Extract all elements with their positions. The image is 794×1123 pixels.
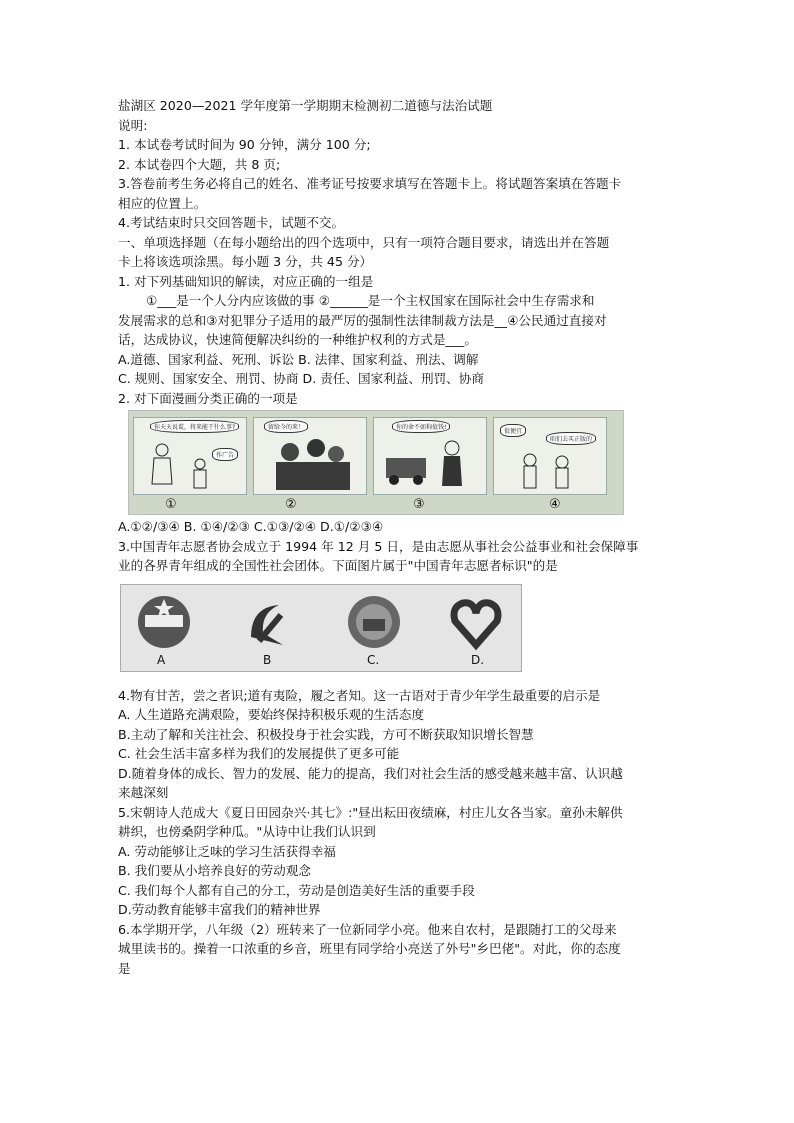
party-emblem-icon	[239, 593, 297, 651]
q4-option: D.随着身体的成长、智力的发展、能力的提高，我们对社会生活的感受越来越丰富、认识越	[118, 765, 623, 781]
speech-bubble: 作广告	[212, 448, 238, 461]
cartoon-panel-2	[253, 417, 367, 495]
intro-item: 2. 本试卷四个大题，共 8 页;	[118, 156, 281, 172]
q2-options: A.①②/③④ B. ①④/②③ C.①③/②④ D.①/②③④	[118, 519, 384, 534]
q5-option: B. 我们要从小培养良好的劳动观念	[118, 863, 311, 878]
intro-item: 3.答卷前考生务必将自己的姓名、准考证号按要求填写在答题卡上。将试题答案填在答题卡	[118, 176, 622, 191]
q5-option: D.劳动教育能够丰富我们的精神世界	[118, 902, 321, 917]
q1-body-line: 话，达成协议，快速简便解决纠纷的一种维护权利的方式是___。	[118, 332, 477, 347]
cartoon-label: ④	[549, 497, 561, 512]
emblem-strip	[120, 584, 522, 672]
q3-stem-line: 业的各界青年组成的全国性社会团体。下面图片属于"中国青年志愿者标识"的是	[118, 558, 558, 573]
q1-stem: 1. 对下列基础知识的解读，对应正确的一组是	[118, 273, 374, 289]
speech-bubble: 咱们去买正版的	[546, 432, 596, 445]
q1-body-line: 发展需求的总和③对犯罪分子适用的最严厉的强制性法律制裁方法是__④公民通过直接对	[118, 312, 607, 328]
q6-stem-line: 6.本学期开学，八年级（2）班转来了一位新同学小亮。他来自农村，是跟随打工的父母来	[118, 921, 617, 937]
volunteer-heart-icon	[447, 593, 505, 651]
intro-item: 4.考试结束时只交回答题卡，试题不交。	[118, 215, 345, 230]
q4-stem: 4.物有甘苦，尝之者识;道有夷险，履之者知。这一古语对于青少年学生最重要的启示是	[118, 687, 601, 703]
q5-stem-line: 5.宋朝诗人范成大《夏日田园杂兴·其七》:"昼出耘田夜绩麻，村庄儿女各当家。童孙未解供	[118, 804, 623, 820]
emblem-label: C.	[367, 652, 380, 667]
q5-stem-line: 耕织，也傍桑阴学种瓜。"从诗中让我们认识到	[118, 824, 376, 839]
q1-body-line: ①___是一个人分内应该做的事 ②______是一个主权国家在国际社会中生存需求和	[146, 293, 595, 308]
cartoon-panel-4	[493, 417, 607, 495]
q1-option: A.道德、国家利益、死刑、诉讼 B. 法律、国家利益、刑法、调解	[118, 351, 479, 367]
speech-bubble: 很便宜	[500, 424, 526, 437]
cartoon-label: ②	[285, 497, 297, 512]
intro-heading: 说明:	[118, 117, 148, 133]
q5-option: A. 劳动能够让乏味的学习生活获得幸福	[118, 843, 336, 859]
intro-item: 相应的位置上。	[118, 195, 207, 211]
q6-stem-line: 城里读书的。操着一口浓重的乡音，班里有同学给小亮送了外号"乡巴佬"。对此，你的态度	[118, 941, 621, 956]
speech-bubble: 留给今的来！	[264, 420, 308, 433]
national-emblem-icon	[345, 593, 403, 651]
q4-option: B.主动了解和关注社会、积极投身于社会实践，方可不断获取知识增长智慧	[118, 726, 534, 742]
youth-league-emblem-icon	[135, 593, 193, 651]
cartoon-label: ③	[413, 497, 425, 512]
speech-bubble: 你的命不如狗值钱!	[392, 420, 450, 433]
q5-option: C. 我们每个人都有自己的分工，劳动是创造美好生活的重要手段	[118, 882, 475, 898]
cartoon-strip	[128, 410, 624, 515]
q3-stem-line: 3.中国青年志愿者协会成立于 1994 年 12 月 5 日，是由志愿从事社会公益事业和社会保障事	[118, 538, 639, 554]
q4-option: 来越深刻	[118, 785, 169, 800]
emblem-label: D.	[471, 652, 485, 667]
q4-option: C. 社会生活丰富多样为我们的发展提供了更多可能	[118, 746, 400, 761]
q1-option: C. 规则、国家安全、刑罚、协商 D. 责任、国家利益、刑罚、协商	[118, 371, 484, 386]
cartoon-panel-3	[373, 417, 487, 495]
section-heading: 一、单项选择题（在每小题给出的四个选项中，只有一项符合题目要求，请选出并在答题	[118, 234, 610, 250]
exam-title: 盐湖区 2020—2021 学年度第一学期期末检测初二道德与法治试题	[118, 98, 493, 113]
intro-item: 1. 本试卷考试时间为 90 分钟，满分 100 分;	[118, 137, 371, 152]
emblem-label: A	[157, 652, 166, 667]
q4-option: A. 人生道路充满艰险，要始终保持积极乐观的生活态度	[118, 707, 425, 722]
q6-stem-line: 是	[118, 960, 131, 976]
speech-bubble: 你天天说谎，将来能干什么事?	[150, 420, 239, 433]
cartoon-label: ①	[165, 497, 177, 512]
cartoon-panel-1	[133, 417, 247, 495]
emblem-label: B	[263, 652, 272, 667]
q2-stem: 2. 对下面漫画分类正确的一项是	[118, 390, 298, 406]
section-heading: 卡上将该选项涂黑。每小题 3 分，共 45 分）	[118, 254, 373, 269]
exam-page	[118, 96, 684, 978]
